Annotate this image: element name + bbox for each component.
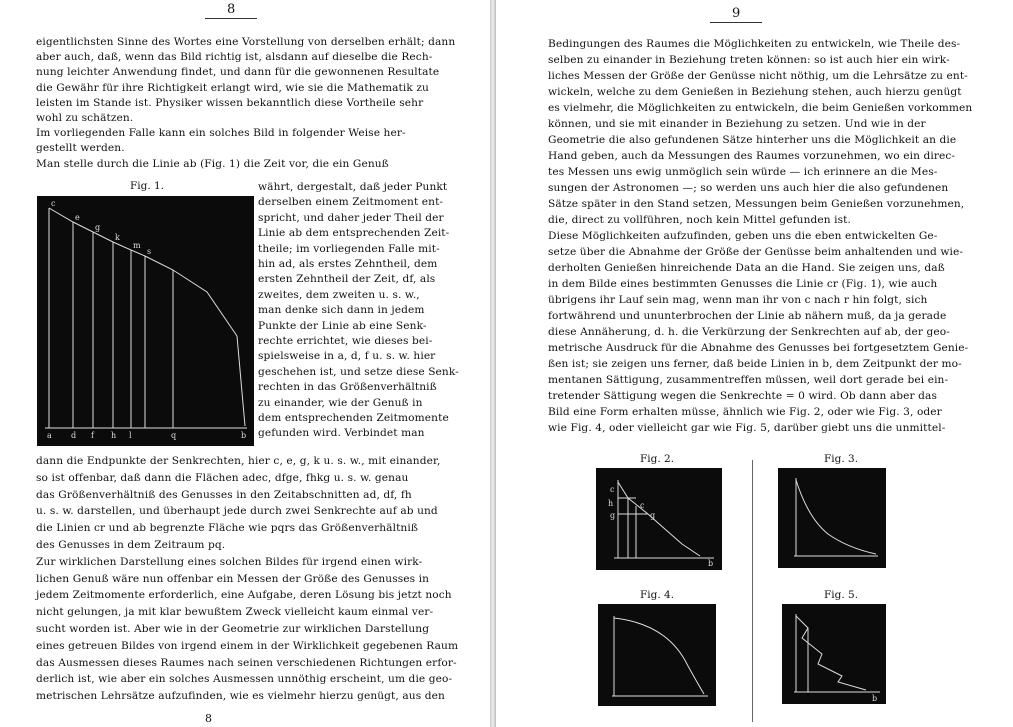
fig1-top-label: s bbox=[147, 247, 152, 256]
fig4-caption: Fig. 4. bbox=[640, 589, 675, 601]
text-line: die, direct zu vollführen, noch kein Mittel gefunden ist. bbox=[548, 214, 851, 226]
text-line: Linie ab dem entsprechenden Zeit- bbox=[258, 227, 450, 240]
text-line: wickeln, welche zu dem Genießen in Beziehung stehen, auch hierzu genügt bbox=[548, 86, 962, 98]
text-line: theile; im vorliegenden Falle mit- bbox=[258, 242, 440, 255]
text-line: dann die Endpunkte der Senkrechten, hier c, e, g, k u. s. w., mit einander, bbox=[36, 455, 441, 467]
figure-5 bbox=[782, 604, 886, 704]
figure-2 bbox=[596, 468, 722, 570]
text-line: u. s. w. darstellen, und überhaupt jede durch zwei Senkrechte auf ab und bbox=[36, 505, 438, 518]
text-line: Zur wirklichen Darstellung eines solchen Bildes für irgend einen wirk- bbox=[36, 555, 423, 568]
figure-4-diagram bbox=[598, 604, 716, 706]
left-page bbox=[0, 0, 490, 727]
text-line: sungen der Astronomen —; so werden uns auch hier die also gefundenen bbox=[548, 182, 949, 194]
text-line: dem entsprechenden Zeitmomente bbox=[258, 412, 449, 424]
text-line: des Genusses in dem Zeitraum pq. bbox=[36, 539, 226, 551]
text-line: nung leichter Anwendung findet, und dann für die gewonnenen Resultate bbox=[36, 66, 440, 79]
text-line: gestellt werden. bbox=[36, 142, 125, 155]
text-line: wie Fig. 4, oder vielleicht gar wie Fig. 5, darüber giebt uns die unmittel- bbox=[548, 422, 946, 434]
text-line: metrischen Lehrsätze aufzufinden, wie es vielmehr hierzu genügt, aus den bbox=[36, 690, 445, 703]
text-line: rechten in das Größenverhältniß bbox=[258, 381, 437, 394]
fig1-top-label: e bbox=[75, 213, 80, 222]
fig1-bottom-label: l bbox=[129, 431, 132, 440]
figure-5-diagram bbox=[782, 604, 886, 704]
svg-text:g: g bbox=[610, 511, 616, 520]
fig2-caption: Fig. 2. bbox=[640, 453, 675, 465]
text-line: so ist offenbar, daß dann die Flächen adec, dfge, fhkg u. s. w. genau bbox=[36, 471, 409, 484]
text-line: die Gewähr für ihre Richtigkeit erlangt wird, wie sie die Mathematik zu bbox=[36, 81, 429, 94]
text-line: derlich ist, wie aber ein solches Ausmessen unnöthig erscheint, um die geo- bbox=[36, 673, 453, 686]
fig1-bottom-label: q bbox=[171, 431, 177, 440]
fig1-top-label: c bbox=[51, 199, 56, 208]
text-line: Sätze später in den Stand setzen, Messungen beim Genießen vorzunehmen, bbox=[548, 198, 965, 210]
text-line: Diese Möglichkeiten aufzufinden, geben uns die eben entwickelten Ge- bbox=[548, 230, 938, 242]
text-line: Im vorliegenden Falle kann ein solches Bild in folgender Weise her- bbox=[36, 127, 406, 140]
text-line: spricht, und daher jeder Theil der bbox=[258, 211, 444, 224]
fig1-top-label: k bbox=[115, 233, 120, 242]
text-line: ersten Zehntheil der Zeit, df, als bbox=[258, 273, 436, 286]
text-line: das Größenverhältniß des Genusses in den Zeitabschnitten ad, df, fh bbox=[36, 488, 412, 501]
fig1-caption: Fig. 1. bbox=[130, 180, 165, 192]
text-line: liches Messen der Größe der Genüsse nicht nöthig, um die Lehrsätze zu ent- bbox=[548, 70, 968, 82]
figure-4 bbox=[598, 604, 716, 706]
text-line: aber auch, daß, wenn das Bild richtig ist, alsdann auf dieselbe die Rech- bbox=[36, 51, 433, 64]
right-page-number: 9 bbox=[710, 6, 762, 23]
text-line: selben zu einander in Beziehung treten können: so ist auch hier ein wirk- bbox=[548, 54, 950, 66]
text-line: gefunden wird. Verbindet man bbox=[258, 427, 425, 440]
text-line: jedem Zeitmomente erforderlich, eine Aufgabe, deren Lösung bis jetzt noch bbox=[36, 589, 452, 602]
text-line: die Linien cr und ab begrenzte Fläche wie pqrs das Größenverhältniß bbox=[36, 522, 419, 535]
text-line: zweites, dem zweiten u. s. w., bbox=[258, 288, 420, 301]
text-line: können, und sie mit einander in Beziehung zu setzen. Und wie in der bbox=[548, 118, 926, 130]
right-page bbox=[496, 0, 1013, 727]
figure-1-diagram bbox=[37, 196, 254, 446]
text-line: tes Messen uns ewig unmöglich sein würde — ich erinnere an die Mes- bbox=[548, 166, 938, 178]
fig5-caption: Fig. 5. bbox=[824, 589, 859, 601]
svg-text:h: h bbox=[608, 499, 614, 508]
text-line: eigentlichsten Sinne des Wortes eine Vorstellung von derselben erhält; dann bbox=[36, 36, 456, 48]
fig1-bottom-label: h bbox=[111, 431, 117, 440]
text-line: Geometrie die also gefundenen Sätze hinterher uns die Möglichkeit an die bbox=[548, 134, 957, 146]
text-line: leisten im Stande ist. Physiker wissen bekanntlich diese Vortheile sehr bbox=[36, 96, 424, 109]
left-page-number: 8 bbox=[205, 2, 257, 19]
text-line: Punkte der Linie ab eine Senk- bbox=[258, 319, 427, 332]
text-line: metrische Ausdruck für die Abnahme des Genusses bei fortgesetztem Genie- bbox=[548, 342, 969, 354]
fig1-bottom-label: b bbox=[241, 431, 247, 440]
text-line: eines getreuen Bildes von irgend einem in der Wirklichkeit gegebenen Raum bbox=[36, 639, 459, 652]
text-line: Man stelle durch die Linie ab (Fig. 1) die Zeit vor, die ein Genuß bbox=[36, 157, 389, 170]
fig3-caption: Fig. 3. bbox=[824, 453, 859, 465]
fig1-top-label: m bbox=[133, 241, 141, 250]
text-line: derholten Genießen hinreichende Data an die Hand. Sie zeigen uns, daß bbox=[548, 262, 945, 274]
fig1-bottom-label: a bbox=[47, 431, 52, 440]
text-line: ßen ist; sie zeigen uns ferner, daß beide Linien in b, dem Zeitpunkt der mo- bbox=[548, 358, 962, 370]
text-line: nicht gelungen, ja mit klar bewußtem Zweck vielleicht kaum einmal ver- bbox=[36, 606, 434, 619]
text-line: in dem Bilde eines bestimmten Genusses die Linie cr (Fig. 1), wie auch bbox=[548, 278, 938, 290]
text-line: fortwährend und ununterbrochen der Linie ab nähern muß, da ja gerade bbox=[548, 310, 947, 322]
text-line: derselben einem Zeitmoment ent- bbox=[258, 196, 444, 209]
text-line: übrigens ihr Lauf sein mag, wenn man ihr von c nach r hin folgt, sich bbox=[548, 294, 928, 306]
svg-text:g: g bbox=[650, 511, 656, 520]
text-line: spielsweise in a, d, f u. s. w. hier bbox=[258, 350, 436, 363]
fig1-top-label: g bbox=[95, 223, 101, 232]
text-line: man denke sich dann in jedem bbox=[258, 304, 425, 317]
text-line: tretender Sättigung wegen die Senkrechte = 0 wird. Ob dann aber das bbox=[548, 390, 937, 402]
svg-text:b: b bbox=[708, 559, 714, 568]
text-line: sucht worden ist. Aber wie in der Geometrie zur wirklichen Darstellung bbox=[36, 623, 430, 635]
text-line: geschehen ist, und setze diese Senk- bbox=[258, 365, 459, 378]
text-line: zu einander, wie der Genuß in bbox=[258, 396, 423, 409]
fig1-curve-cr bbox=[49, 208, 245, 426]
text-line: hin ad, als erstes Zehntheil, dem bbox=[258, 258, 438, 270]
figure-3 bbox=[778, 468, 886, 568]
left-page-number-bottom: 8 bbox=[205, 712, 212, 725]
figure-1 bbox=[37, 196, 254, 446]
figure-divider bbox=[752, 460, 753, 722]
text-line: mentanen Sättigung, zusammentreffen müssen, weil dort gerade bei ein- bbox=[548, 374, 949, 386]
text-line: Hand geben, auch da Messungen des Raumes vorzunehmen, wo ein direc- bbox=[548, 150, 956, 162]
text-line: Bild eine Form erhalten müsse, ähnlich wie Fig. 2, oder wie Fig. 3, oder bbox=[548, 406, 942, 418]
svg-text:c: c bbox=[640, 501, 645, 510]
text-line: es vielmehr, die Möglichkeiten zu entwickeln, die beim Genießen vorkommen bbox=[548, 102, 973, 114]
text-line: das Ausmessen dieses Raumes nach seinen verschiedenen Richtungen erfor- bbox=[36, 656, 457, 669]
fig1-bottom-label: f bbox=[91, 431, 94, 440]
figure-2-diagram bbox=[596, 468, 722, 570]
text-line: setze über die Abnahme der Größe der Genüsse beim anhaltenden und wie- bbox=[548, 246, 964, 258]
text-line: währt, dergestalt, daß jeder Punkt bbox=[258, 181, 448, 193]
svg-text:c: c bbox=[610, 485, 615, 494]
figure-3-diagram bbox=[778, 468, 886, 568]
text-line: Bedingungen des Raumes die Möglichkeiten zu entwickeln, wie Theile des- bbox=[548, 38, 961, 50]
text-line: lichen Genuß wäre nun offenbar ein Messen der Größe des Genusses in bbox=[36, 572, 430, 585]
fig1-bottom-label: d bbox=[71, 431, 77, 440]
text-line: diese Annäherung, d. h. die Verkürzung der Senkrechten auf ab, der geo- bbox=[548, 326, 950, 338]
text-line: rechte errichtet, wie dieses bei- bbox=[258, 335, 433, 347]
svg-text:b: b bbox=[872, 694, 878, 703]
text-line: wohl zu schätzen. bbox=[36, 112, 134, 124]
